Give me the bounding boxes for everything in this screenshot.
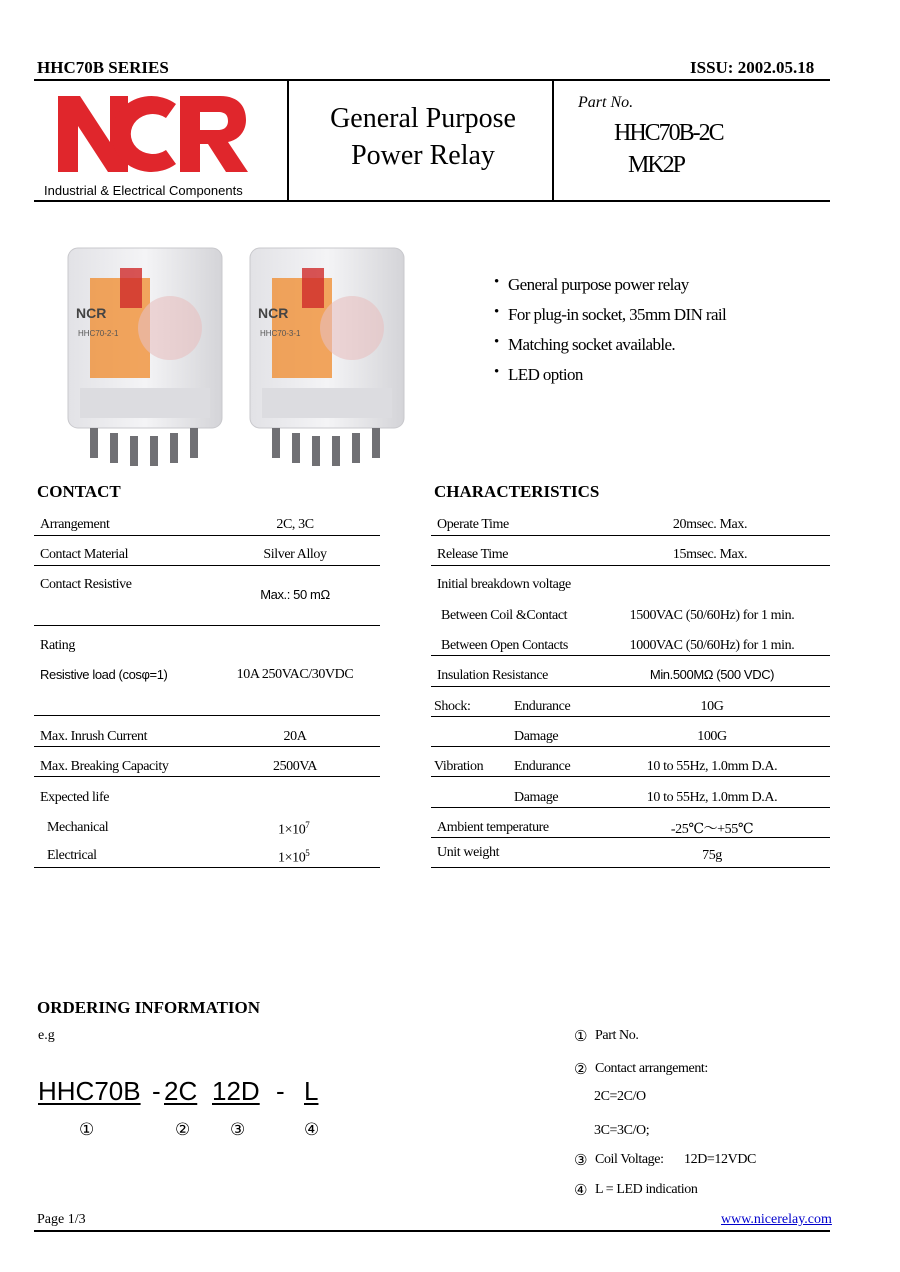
relay-photo-3c-label: NCR xyxy=(258,305,289,321)
breaking-label: Max. Breaking Capacity xyxy=(40,759,169,774)
website-link[interactable]: www.nicerelay.com xyxy=(721,1212,832,1227)
bullet-icon: • xyxy=(494,334,499,350)
row-rule xyxy=(431,746,830,747)
row-rule xyxy=(34,776,380,777)
ambient-value: -25℃～+55℃ xyxy=(670,822,754,837)
bullet-icon: • xyxy=(494,364,499,380)
resistive-load-value: 10A 250VAC/30VDC xyxy=(236,667,354,682)
series-label: HHC70B SERIES xyxy=(37,58,169,77)
bullet-icon: • xyxy=(494,274,499,290)
coil-contact-value: 1500VAC (50/60Hz) for 1 min. xyxy=(629,608,795,623)
shock-label: Shock: xyxy=(434,699,471,714)
note-3c: 3C=3C/O; xyxy=(594,1123,650,1138)
header-divider-2 xyxy=(552,80,554,201)
example-label: e.g xyxy=(38,1028,55,1043)
resistive-label: Contact Resistive xyxy=(40,577,132,592)
feature-item: • For plug-in socket, 35mm DIN rail xyxy=(494,300,726,330)
row-rule xyxy=(431,535,830,536)
header-top-rule xyxy=(34,79,830,81)
resistive-value: Max.: 50 mΩ xyxy=(260,587,330,602)
inrush-value: 20A xyxy=(283,729,307,744)
arrangement-value: 2C, 3C xyxy=(276,517,314,532)
row-rule xyxy=(431,776,830,777)
life-label: Expected life xyxy=(40,790,110,805)
part-no-primary: HHC70B-2C xyxy=(614,120,723,146)
row-rule xyxy=(431,686,830,687)
part-no-secondary: MK2P xyxy=(628,152,685,178)
ordering-heading: ORDERING INFORMATION xyxy=(37,998,261,1017)
code-part: HHC70B xyxy=(38,1076,141,1106)
note-marker-3: ③ xyxy=(574,1151,588,1169)
vib-endurance-label: Endurance xyxy=(514,759,571,774)
document-title xyxy=(298,100,548,174)
vibration-label: Vibration xyxy=(434,759,484,774)
note-marker-1: ① xyxy=(574,1027,588,1045)
code-led: L xyxy=(304,1076,319,1106)
part-no-label: Part No. xyxy=(578,94,634,111)
row-rule xyxy=(431,716,830,717)
operate-value: 20msec. Max. xyxy=(672,517,748,532)
relay-photo-3c-model: HHC70-3-1 xyxy=(260,329,301,338)
row-rule xyxy=(34,746,380,747)
note-contact-arrangement: Contact arrangement: xyxy=(595,1061,708,1076)
row-rule xyxy=(431,867,830,868)
electrical-label: Electrical xyxy=(47,848,97,863)
vib-damage-value: 10 to 55Hz, 1.0mm D.A. xyxy=(646,790,778,805)
vib-endurance-value: 10 to 55Hz, 1.0mm D.A. xyxy=(646,759,778,774)
breakdown-label: Initial breakdown voltage xyxy=(437,577,571,592)
row-rule xyxy=(431,655,830,656)
resistive-load-label: Resistive load (cosφ=1) xyxy=(40,667,168,682)
shock-damage-label: Damage xyxy=(514,729,559,744)
mechanical-label: Mechanical xyxy=(47,820,109,835)
relay-photo-2c xyxy=(60,238,230,473)
marker-2: ② xyxy=(175,1120,191,1140)
weight-value: 75g xyxy=(702,848,722,863)
relay-photo-2c-label: NCR xyxy=(76,305,107,321)
header-divider-1 xyxy=(287,80,289,201)
note-led: L = LED indication xyxy=(595,1182,698,1197)
release-value: 15msec. Max. xyxy=(672,547,748,562)
mechanical-value: $1\times 10^7$ xyxy=(278,820,310,838)
material-label: Contact Material xyxy=(40,547,129,562)
note-2c: 2C=2C/O xyxy=(594,1089,646,1104)
ncr-logo-graphic xyxy=(58,94,248,174)
characteristics-heading: CHARACTERISTICS xyxy=(434,482,600,501)
logo-tagline: Industrial & Electrical Components xyxy=(44,183,243,198)
insulation-value: Min.500MΩ (500 VDC) xyxy=(649,667,775,682)
open-contacts-value: 1000VAC (50/60Hz) for 1 min. xyxy=(629,638,795,653)
feature-item: • General purpose power relay xyxy=(494,270,726,300)
note-coil-voltage-label: Coil Voltage: xyxy=(595,1152,664,1167)
open-contacts-label: Between Open Contacts xyxy=(441,638,568,653)
coil-contact-label: Between Coil &Contact xyxy=(441,608,568,623)
electrical-value: $1\times 10^5$ xyxy=(278,848,310,866)
insulation-label: Insulation Resistance xyxy=(437,668,548,683)
rating-label: Rating xyxy=(40,638,75,653)
row-rule xyxy=(431,837,830,838)
row-rule xyxy=(34,867,380,868)
operate-label: Operate Time xyxy=(437,517,509,532)
page-number: Page 1/3 xyxy=(37,1212,86,1227)
release-label: Release Time xyxy=(437,547,509,562)
code-coil: 12D xyxy=(212,1076,260,1106)
arrangement-label: Arrangement xyxy=(40,517,110,532)
breaking-value: 2500VA xyxy=(272,759,318,774)
code-sep-2: - xyxy=(276,1076,285,1106)
note-marker-2: ② xyxy=(574,1060,588,1078)
shock-damage-value: 100G xyxy=(697,729,727,744)
inrush-label: Max. Inrush Current xyxy=(40,729,148,744)
relay-photo-3c xyxy=(242,238,412,473)
marker-1: ① xyxy=(79,1120,95,1140)
bullet-icon: • xyxy=(494,304,499,320)
header-bottom-rule xyxy=(34,200,830,202)
note-coil-voltage-value: 12D=12VDC xyxy=(684,1152,756,1167)
issue-date: ISSU: 2002.05.18 xyxy=(690,58,815,77)
contact-heading: CONTACT xyxy=(37,482,121,501)
marker-3: ③ xyxy=(230,1120,246,1140)
row-rule xyxy=(431,565,830,566)
ambient-label: Ambient temperature xyxy=(437,820,549,835)
title-line-1: General Purpose xyxy=(330,103,516,134)
note-marker-4: ④ xyxy=(574,1181,588,1199)
row-rule xyxy=(34,625,380,626)
material-value: Silver Alloy xyxy=(263,547,327,562)
shock-endurance-value: 10G xyxy=(700,699,724,714)
row-rule xyxy=(431,807,830,808)
code-sep-1: - xyxy=(152,1076,161,1106)
row-rule xyxy=(34,715,380,716)
feature-item: • LED option xyxy=(494,360,726,390)
row-rule xyxy=(34,535,380,536)
note-part-no: Part No. xyxy=(595,1028,639,1043)
feature-item: • Matching socket available. xyxy=(494,330,726,360)
footer-rule xyxy=(34,1230,830,1232)
feature-list xyxy=(494,270,726,390)
code-contact: 2C xyxy=(164,1076,198,1106)
shock-endurance-label: Endurance xyxy=(514,699,571,714)
title-line-2: Power Relay xyxy=(351,140,495,171)
ncr-logo xyxy=(58,94,248,179)
row-rule xyxy=(34,565,380,566)
vib-damage-label: Damage xyxy=(514,790,559,805)
relay-photo-2c-model: HHC70-2-1 xyxy=(78,329,119,338)
weight-label: Unit weight xyxy=(437,845,500,860)
marker-4: ④ xyxy=(304,1120,320,1140)
